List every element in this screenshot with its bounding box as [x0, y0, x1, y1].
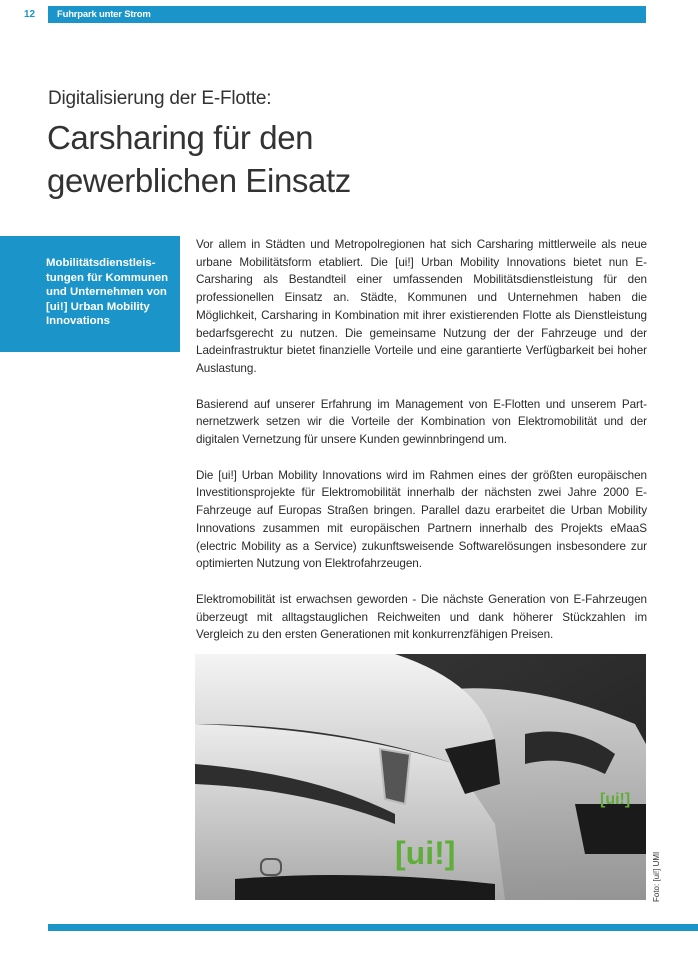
sidebar-highlight-box	[0, 236, 180, 352]
sidebar-text: Mobilitätsdienstleistungen für Kommunen und Unternehmen von [ui!] Urban Mobility Innovations	[46, 257, 169, 328]
electric-cars-photo	[195, 654, 646, 900]
article-body	[196, 236, 647, 662]
article-kicker: Digitalisierung der E-Flotte:	[48, 88, 272, 109]
car-illustration	[195, 654, 646, 900]
body-paragraph: Die [ui!] Urban Mobility Innovations wird im Rahmen eines der größten europäischen Investitionsprojekte für Elektromobilität innerhalb der nächsten zwei Jahre 2000 E-Fahrzeuge auf Europas Straßen bringen. Parallel dazu erarbeitet die Urban Mobility Innovations zusammen mit europäischen Partnern innerhalb des Projekts eMaaS (electric Mobility as a Service) zukunftsweisende Softwarelösungen insbesondere zur optimierten Nutzung von Elektrofahrzeugen.	[196, 468, 647, 571]
body-paragraph: Basierend auf unserer Erfahrung im Management von E-Flotten und unserem Partnernetzwerk setzen wir die Vorteile der Kombination von Elektromobilität und der digitalen Vernetzung für unsere Kunden gewinnbringend um.	[196, 397, 647, 447]
ui-logo: [ui!]	[395, 835, 456, 871]
footer-bar	[48, 924, 698, 931]
section-title: Fuhrpark unter Strom	[57, 9, 151, 20]
photo-credit: Foto: [ui!] UMI	[652, 851, 661, 902]
body-paragraph: Vor allem in Städten und Metropolregionen hat sich Carsharing mittlerweile als neue urbane Mobilitätsform etabliert. Die [ui!] Urban Mobility Innovations bietet nun E-Carsharing als Bestandteil einer umfassenden Mobilitätsdienstleistung für den professionellen Einsatz an. Städte, Kommunen und Unternehmen haben die Möglichkeit, Carsharing in Kombination mit ihrer existierenden Flotte als Dienstleistung bedarfsgerecht zu nutzen. Die gemeinsame Nutzung der der Fahrzeuge und der Ladeinfrastruktur bietet finanzielle Vorteile und eine garantierte Verfügbarkeit bei hoher Auslastung.	[196, 238, 647, 375]
ui-logo-small: [ui!]	[600, 791, 631, 808]
page-number: 12	[24, 9, 36, 20]
section-header-bar	[48, 6, 646, 23]
body-paragraph: Elektromobilität ist erwachsen geworden - Die nächste Generation von E-Fahrzeugen überzeugt mit alltagstauglichen Reichweiten und dank höherer Stückzahlen im Vergleich zu den ersten Generationen mit konkurrenzfähigen Preisen.	[196, 592, 647, 642]
article-headline: Carsharing für den gewerblichen Einsatz	[47, 119, 351, 199]
